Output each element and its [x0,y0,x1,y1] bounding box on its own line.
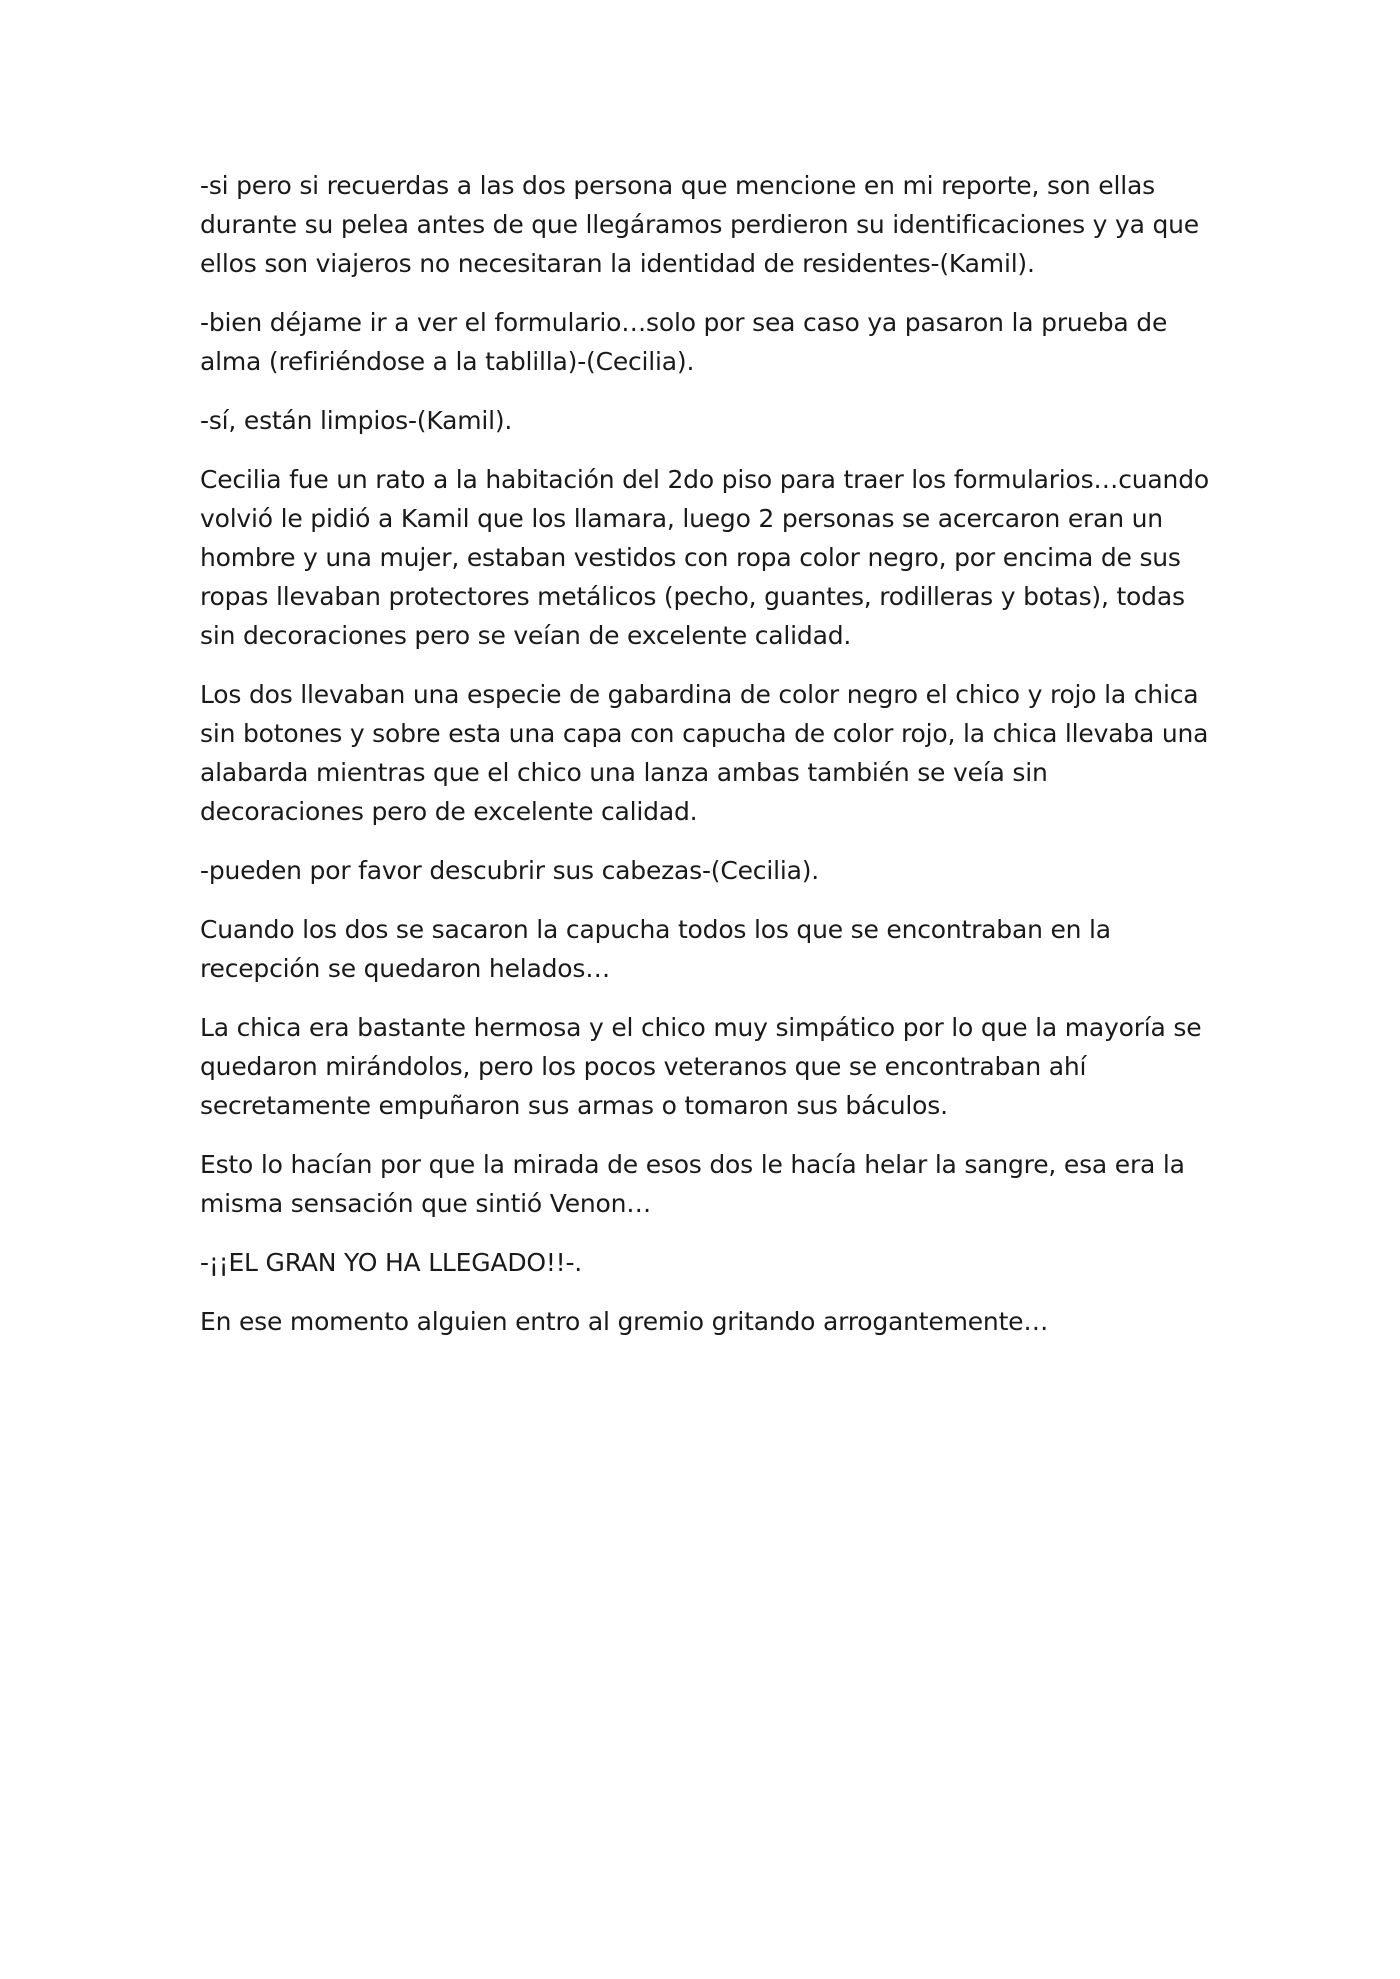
paragraph: -pueden por favor descubrir sus cabezas-(Cecilia). [200,856,820,885]
paragraph: Cecilia fue un rato a la habitación del 2do piso para traer los formularios…cuando volvió le pidió a Kamil que los llamara, luego 2 personas se acercaron eran un hombre y una mujer, estaban vestidos con ropa color negro, por encima de sus ropas llevaban protectores metálicos (pecho, guantes, rodilleras y botas), todas sin decoraciones pero se veían de excelente calidad. [200,465,1209,650]
paragraph: Cuando los dos se sacaron la capucha todos los que se encontraban en la recepción se quedaron helados… [200,915,1111,983]
paragraph: -si pero si recuerdas a las dos persona que mencione en mi reporte, son ellas durante su pelea antes de que llegáramos perdieron su identificaciones y ya que ellos son viajeros no necesitaran la identidad de residentes-(Kamil). [200,171,1199,278]
paragraph: Esto lo hacían por que la mirada de esos dos le hacía helar la sangre, esa era la misma sensación que sintió Venon… [200,1150,1185,1218]
paragraph: -sí, están limpios-(Kamil). [200,406,513,435]
paragraph: Los dos llevaban una especie de gabardina de color negro el chico y rojo la chica sin botones y sobre esta una capa con capucha de color rojo, la chica llevaba una alabarda mientras que el chico una lanza ambas también se veía sin decoraciones pero de excelente calidad. [200,680,1209,826]
paragraph: En ese momento alguien entro al gremio gritando arrogantemente… [200,1307,1049,1336]
document-body [200,166,1210,1361]
paragraph: La chica era bastante hermosa y el chico muy simpático por lo que la mayoría se quedaron mirándolos, pero los pocos veteranos que se encontraban ahí secretamente empuñaron sus armas o tomaron sus báculos. [200,1013,1202,1120]
paragraph: -bien déjame ir a ver el formulario…solo por sea caso ya pasaron la prueba de alma (refiriéndose a la tablilla)-(Cecilia). [200,308,1168,376]
paragraph: -¡¡EL GRAN YO HA LLEGADO!!-. [200,1248,583,1277]
